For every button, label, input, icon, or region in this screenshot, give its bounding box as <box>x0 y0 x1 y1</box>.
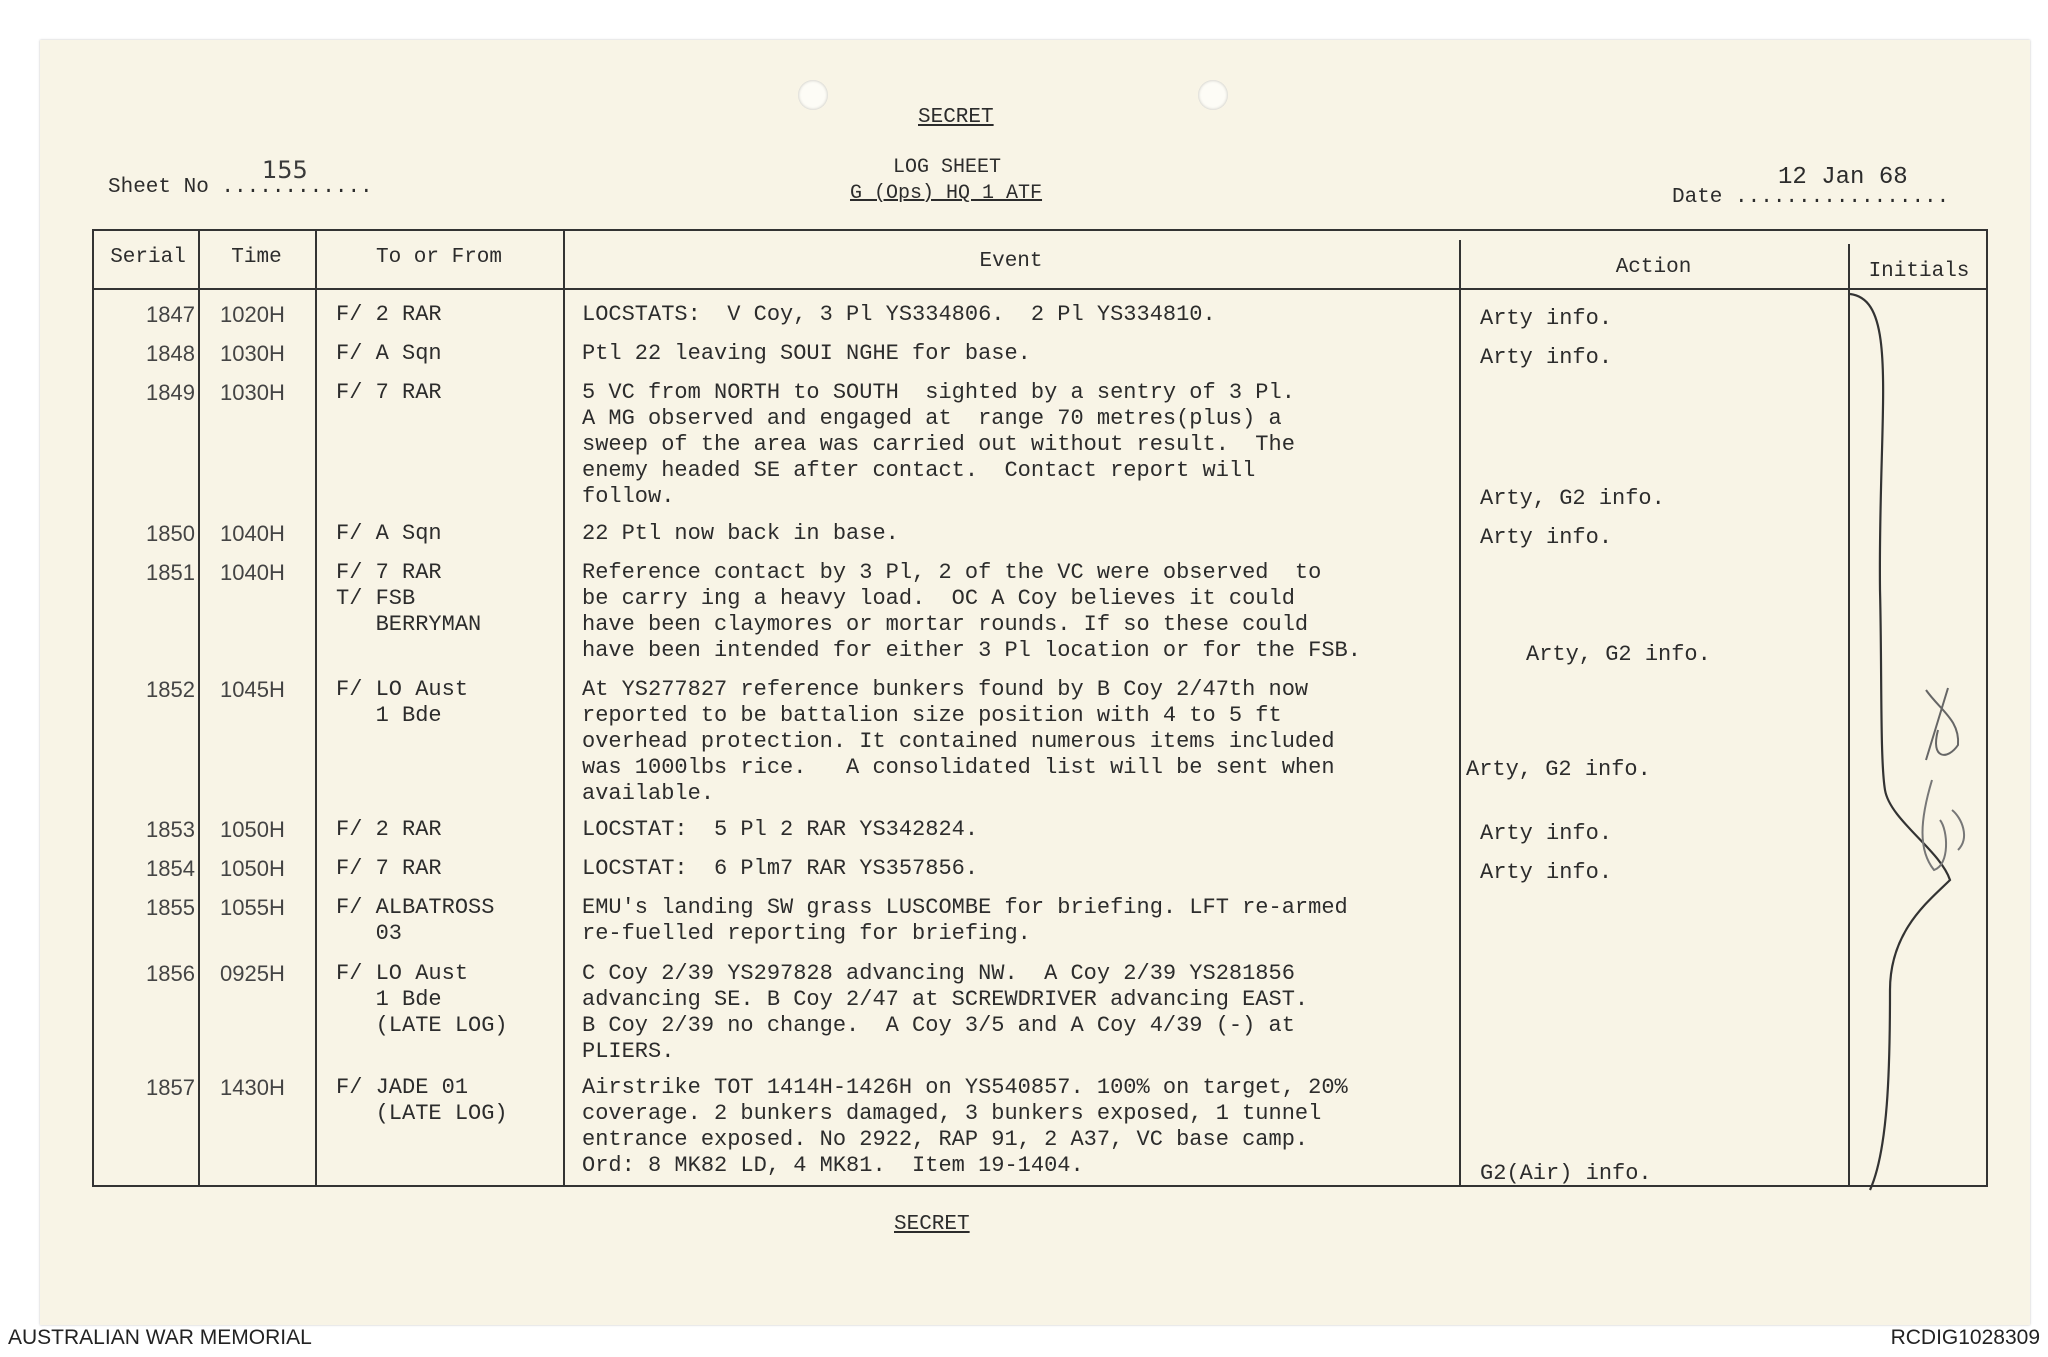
time-cell: 1030H <box>220 341 285 366</box>
serial-cell: 1853 <box>146 817 195 842</box>
action-cell: Arty info. <box>1480 860 1613 885</box>
serial-cell: 1856 <box>146 961 195 986</box>
time-cell: 1045H <box>220 677 285 702</box>
event-cell: LOCSTAT: 6 Plm7 RAR YS357856. <box>582 856 979 881</box>
column-header-initials: Initials <box>1868 260 1970 283</box>
date-value: 12 Jan 68 <box>1778 164 1908 191</box>
time-cell: 1040H <box>220 521 285 546</box>
archive-label: AUSTRALIAN WAR MEMORIAL <box>8 1326 312 1349</box>
action-cell: Arty info. <box>1480 525 1613 550</box>
column-divider <box>315 229 317 1187</box>
column-header-serial: Serial <box>110 246 186 269</box>
event-cell: 22 Ptl now back in base. <box>582 521 899 546</box>
from-cell: F/ 2 RAR <box>336 302 442 327</box>
from-cell: F/ A Sqn <box>336 341 442 366</box>
from-cell: F/ LO Aust 1 Bde (LATE LOG) <box>336 961 508 1038</box>
time-cell: 1020H <box>220 302 285 327</box>
time-cell: 1040H <box>220 560 285 585</box>
time-cell: 0925H <box>220 961 285 986</box>
classification-top: SECRET <box>918 106 994 129</box>
serial-cell: 1854 <box>146 856 195 881</box>
action-cell: Arty info. <box>1480 345 1613 370</box>
column-header-action: Action <box>1615 256 1692 279</box>
from-cell: F/ ALBATROSS 03 <box>336 895 495 946</box>
serial-cell: 1848 <box>146 341 195 366</box>
action-cell: Arty info. <box>1480 306 1613 331</box>
column-header-event: Event <box>979 250 1043 273</box>
event-cell: EMU's landing SW grass LUSCOMBE for briefing. LFT re-armed re-fuelled reporting for briefing. <box>582 895 1348 946</box>
sheet-number-value: 155 <box>262 156 308 184</box>
from-cell: F/ A Sqn <box>336 521 442 546</box>
serial-cell: 1855 <box>146 895 195 920</box>
classification-bottom: SECRET <box>894 1213 970 1236</box>
punch-hole <box>798 80 828 110</box>
header-divider <box>92 288 1988 290</box>
event-cell: At YS277827 reference bunkers found by B Coy 2/47th now reported to be battalion size position with 4 to 5 ft overhead protection. It contained numerous items included was 1000lbs rice. A consolidated list will be sent when available. <box>582 677 1335 806</box>
action-cell: Arty, G2 info. <box>1466 757 1651 782</box>
log-sheet-title: LOG SHEET <box>893 156 1002 179</box>
event-cell: LOCSTAT: 5 Pl 2 RAR YS342824. <box>582 817 979 842</box>
event-cell: LOCSTATS: V Coy, 3 Pl YS334806. 2 Pl YS334810. <box>582 302 1216 327</box>
from-cell: F/ 7 RAR T/ FSB BERRYMAN <box>336 560 482 637</box>
serial-cell: 1850 <box>146 521 195 546</box>
time-cell: 1055H <box>220 895 285 920</box>
event-cell: C Coy 2/39 YS297828 advancing NW. A Coy 2/39 YS281856 advancing SE. B Coy 2/47 at SCREWDRIVER advancing EAST. B Coy 2/39 no change. A Coy 3/5 and A Coy 4/39 (-) at PLIERS. <box>582 961 1309 1064</box>
action-cell: Arty, G2 info. <box>1480 486 1665 511</box>
from-cell: F/ LO Aust 1 Bde <box>336 677 469 728</box>
time-cell: 1050H <box>220 817 285 842</box>
serial-cell: 1851 <box>146 560 195 585</box>
unit-title: G (Ops) HQ 1 ATF <box>850 182 1043 205</box>
punch-hole <box>1198 80 1228 110</box>
time-cell: 1050H <box>220 856 285 881</box>
initials-bracket-mark <box>1830 290 2000 1200</box>
sheet-number-label: Sheet No ............ <box>108 176 373 199</box>
column-header-time: Time <box>231 246 282 269</box>
from-cell: F/ 7 RAR <box>336 380 442 405</box>
time-cell: 1430H <box>220 1075 285 1100</box>
from-cell: F/ 2 RAR <box>336 817 442 842</box>
action-cell: Arty, G2 info. <box>1526 642 1711 667</box>
column-header-to-from: To or From <box>375 246 503 269</box>
from-cell: F/ JADE 01 (LATE LOG) <box>336 1075 508 1126</box>
serial-cell: 1847 <box>146 302 195 327</box>
event-cell: 5 VC from NORTH to SOUTH sighted by a sentry of 3 Pl. A MG observed and engaged at range 70 metres(plus) a sweep of the area was carried out without result. The enemy headed SE after contact. Contact report will follow. <box>582 380 1295 509</box>
serial-cell: 1852 <box>146 677 195 702</box>
action-cell: Arty info. <box>1480 821 1613 846</box>
from-cell: F/ 7 RAR <box>336 856 442 881</box>
date-label: Date ................. <box>1672 186 1950 209</box>
archive-id: RCDIG1028309 <box>1890 1326 2040 1349</box>
serial-cell: 1857 <box>146 1075 195 1100</box>
event-cell: Reference contact by 3 Pl, 2 of the VC were observed to be carry ing a heavy load. OC A Coy believes it could have been claymores or mortar rounds. If so these could have been intended for either 3 Pl location or for the FSB. <box>582 560 1361 663</box>
action-cell: G2(Air) info. <box>1480 1161 1652 1186</box>
column-divider <box>198 229 200 1187</box>
time-cell: 1030H <box>220 380 285 405</box>
event-cell: Airstrike TOT 1414H-1426H on YS540857. 100% on target, 20% coverage. 2 bunkers damaged, 3 bunkers exposed, 1 tunnel entrance exposed. No 2922, RAP 91, 2 A37, VC base camp. Ord: 8 MK82 LD, 4 MK81. Item 19-1404. <box>582 1075 1348 1178</box>
event-cell: Ptl 22 leaving SOUI NGHE for base. <box>582 341 1031 366</box>
serial-cell: 1849 <box>146 380 195 405</box>
